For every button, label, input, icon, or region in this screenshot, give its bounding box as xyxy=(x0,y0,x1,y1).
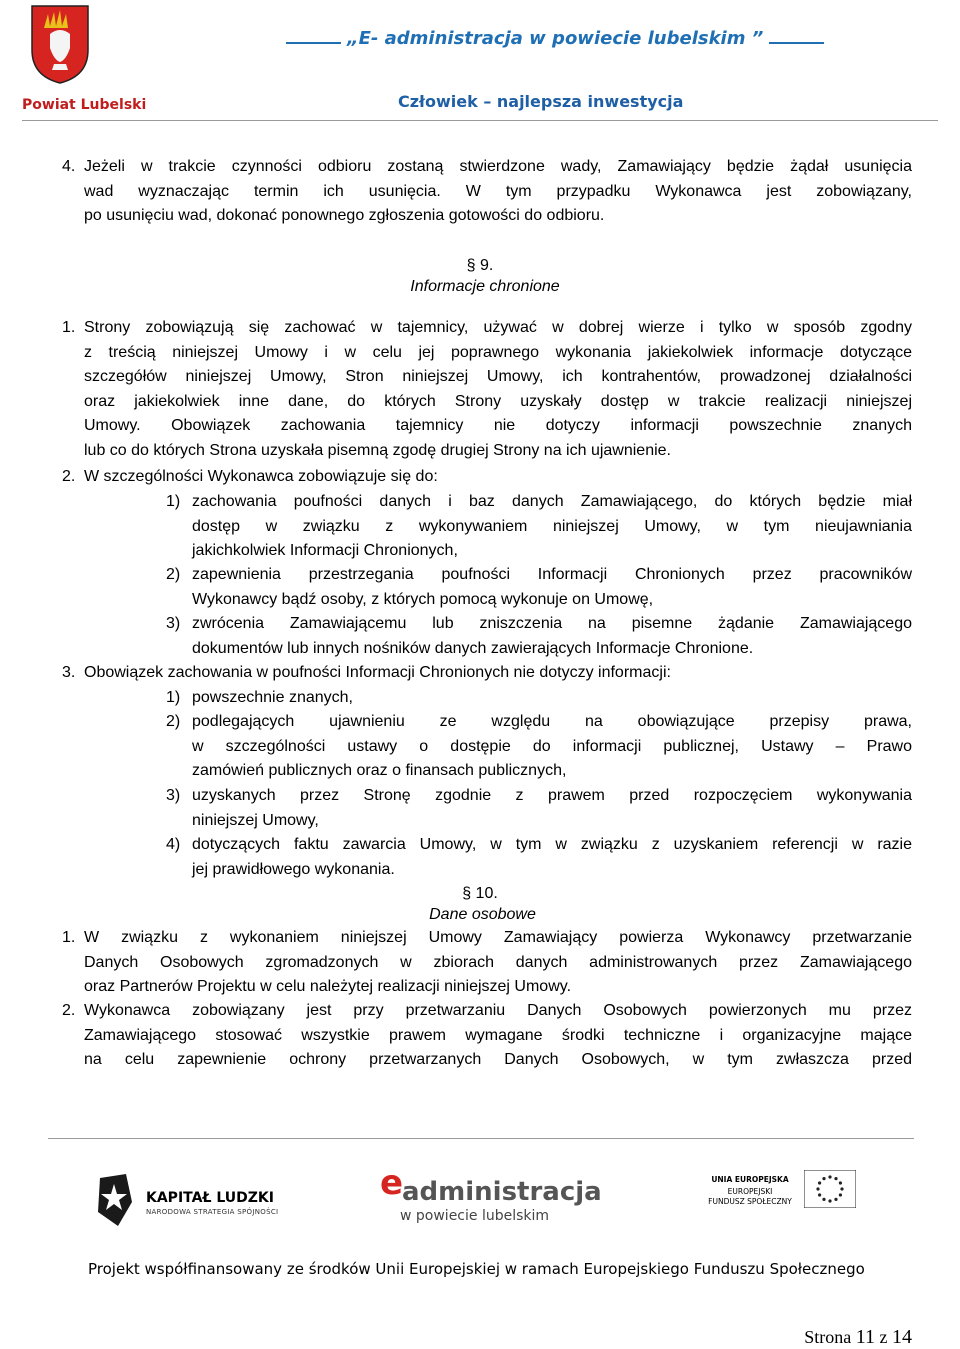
text-line: podlegających ujawnieniu ze względu na obowiązujące przepisy prawa, xyxy=(192,713,912,730)
e-letter: e xyxy=(380,1163,404,1203)
star-icon xyxy=(96,1172,136,1228)
paragraph-number: 3. xyxy=(62,664,76,681)
section-9-title: Informacje chronione xyxy=(410,278,560,295)
e-administracja-word: administracja xyxy=(402,1177,602,1207)
page-current: 11 xyxy=(855,1326,875,1348)
eu-fund-line2: FUNDUSZ SPOŁECZNY xyxy=(708,1197,792,1206)
text-line: dotyczących faktu zawarcia Umowy, w tym w związku z uzyskaniem referencji w razie xyxy=(192,836,912,853)
text-line: niniejszej Umowy, xyxy=(192,811,319,829)
kapital-ludzki-logo xyxy=(96,1170,296,1230)
text-line: z treścią niniejszej Umowy i w celu jej poprawnego wykonania jakiekolwiek informacje dotyczące xyxy=(84,343,912,361)
paragraph-text: Obowiązek zachowania w poufności Informacji Chronionych nie dotyczy informacji: xyxy=(84,664,671,681)
text-line: Umowy. Obowiązek zachowania tajemnicy nie dotyczy informacji powszechnie znanych xyxy=(84,417,912,434)
list-item-number: 3) xyxy=(166,615,181,632)
funding-statement: Projekt współfinansowany ze środków Unii Europejskiej w ramach Europejskiego Funduszu Społecznego xyxy=(88,1260,865,1278)
kapital-ludzki-subtitle: NARODOWA STRATEGIA SPÓJNOŚCI xyxy=(146,1208,279,1216)
paragraph-number: 1. xyxy=(62,929,76,946)
section-9-heading: § 9. xyxy=(466,257,494,274)
list-item-number: 3) xyxy=(166,787,181,804)
page-prefix: Strona xyxy=(804,1327,852,1347)
text-line: dokumentów lub innych nośników danych zawierających Informacje Chronione. xyxy=(192,639,754,657)
county-crest-logo xyxy=(30,4,90,84)
page-total: 14 xyxy=(892,1326,912,1348)
text-line: oraz Partnerów Projektu w celu należytej realizacji niniejszej Umowy. xyxy=(84,978,572,995)
paragraph-number: 2. xyxy=(62,468,76,485)
text-line: zamówień publicznych oraz o finansach publicznych, xyxy=(192,762,567,779)
header-divider xyxy=(22,120,938,121)
list-item-number: 1) xyxy=(166,493,181,510)
text-line: po usunięciu wad, dokonać ponownego zgłoszenia gotowości do odbioru. xyxy=(84,207,605,224)
e-administracja-logo xyxy=(380,1163,602,1228)
eu-flag-icon xyxy=(804,1170,856,1208)
text-line: zapewnienia przestrzegania poufności Informacji Chronionych przez pracowników xyxy=(192,566,912,583)
paragraph-number: 2. xyxy=(62,1002,76,1019)
text-line: szczegółów niniejszej Umowy, Stron niniejszej Umowy, ich kontrahentów, prowadzonej działalności xyxy=(84,368,912,385)
kapital-ludzki-title: KAPITAŁ LUDZKI xyxy=(146,1190,274,1206)
text-line: na celu zapewnienie ochrony przetwarzanych Danych Osobowych, w tym zwłaszcza przed xyxy=(84,1051,912,1068)
footer-divider xyxy=(48,1138,914,1139)
section-10-heading: § 10. xyxy=(462,885,498,902)
text-line: Zamawiającego stosować wszystkie prawem wymagane środki techniczne i organizacyjne mające xyxy=(84,1026,912,1044)
text-line: Wykonawca zobowiązany jest przy przetwarzaniu Danych Osobowych powierzonych mu przez xyxy=(84,1002,912,1019)
text-line: jej prawidłowego wykonania. xyxy=(192,860,395,878)
text-line: powszechnie znanych, xyxy=(192,689,353,706)
list-item-number: 4) xyxy=(166,836,181,853)
project-title xyxy=(280,28,820,49)
paragraph-text: W szczególności Wykonawca zobowiązuje się do: xyxy=(84,468,438,485)
text-line: uzyskanych przez Stronę zgodnie z prawem przed rozpoczęciem wykonywania xyxy=(192,787,912,804)
eu-union-name: UNIA EUROPEJSKA xyxy=(711,1175,789,1184)
county-name: Powiat Lubelski xyxy=(22,97,147,113)
title-rule-right xyxy=(769,28,824,44)
project-title-text: „E- administracja w powiecie lubelskim ” xyxy=(347,28,764,49)
page-separator: z xyxy=(879,1327,888,1347)
text-line: zachowania poufności danych i baz danych Zamawiającego, do których będzie miał xyxy=(192,493,912,510)
eu-logo xyxy=(700,1168,860,1228)
text-line: Wykonawcy bądź osoby, z których pomocą wykonuje on Umowę, xyxy=(192,590,654,608)
text-line: W związku z wykonaniem niniejszej Umowy Zamawiający powierza Wykonawcy przetwarzanie xyxy=(84,929,912,946)
motto: Człowiek – najlepsza inwestycja xyxy=(398,92,684,111)
eu-fund-line1: EUROPEJSKI xyxy=(727,1187,773,1196)
paragraph-number: 1. xyxy=(62,319,76,336)
text-line: oraz jakiekolwiek inne dane, do których Strony uzyskały dostęp w trakcie realizacji niniejszej xyxy=(84,392,912,410)
paragraph-number: 4. xyxy=(62,158,76,175)
text-line: jakichkolwiek Informacji Chronionych, xyxy=(192,542,458,559)
list-item-number: 1) xyxy=(166,689,181,706)
text-line: dostęp w związku z wykonywaniem niniejszej Umowy, w tym nieujawniania xyxy=(192,517,912,535)
list-item-number: 2) xyxy=(166,713,181,730)
text-line: lub co do których Strona uzyskała pisemną zgodę drugiej Strony na ich ujawnienie. xyxy=(84,441,671,459)
list-item-number: 2) xyxy=(166,566,181,583)
e-administracja-subtitle: w powiecie lubelskim xyxy=(400,1208,550,1224)
text-line: Strony zobowiązują się zachować w tajemnicy, używać w dobrej wierze i tylko w sposób zgodny xyxy=(84,319,912,336)
section-10-title: Dane osobowe xyxy=(429,906,536,923)
text-line: wad wyznaczając termin ich usunięcia. W tym przypadku Wykonawca jest zobowiązany, xyxy=(84,182,912,200)
title-rule-left xyxy=(286,28,341,44)
text-line: zwrócenia Zamawiającemu lub zniszczenia na pisemne żądanie Zamawiającego xyxy=(192,615,912,632)
text-line: Jeżeli w trakcie czynności odbioru zostaną stwierdzone wady, Zamawiający będzie żądał usunięcia xyxy=(84,158,912,175)
text-line: w szczególności ustawy o dostępie do informacji publicznej, Ustawy – Prawo xyxy=(192,737,912,755)
text-line: Danych Osobowych zgromadzonych w zbiorach danych administrowanych przez Zamawiającego xyxy=(84,953,912,971)
